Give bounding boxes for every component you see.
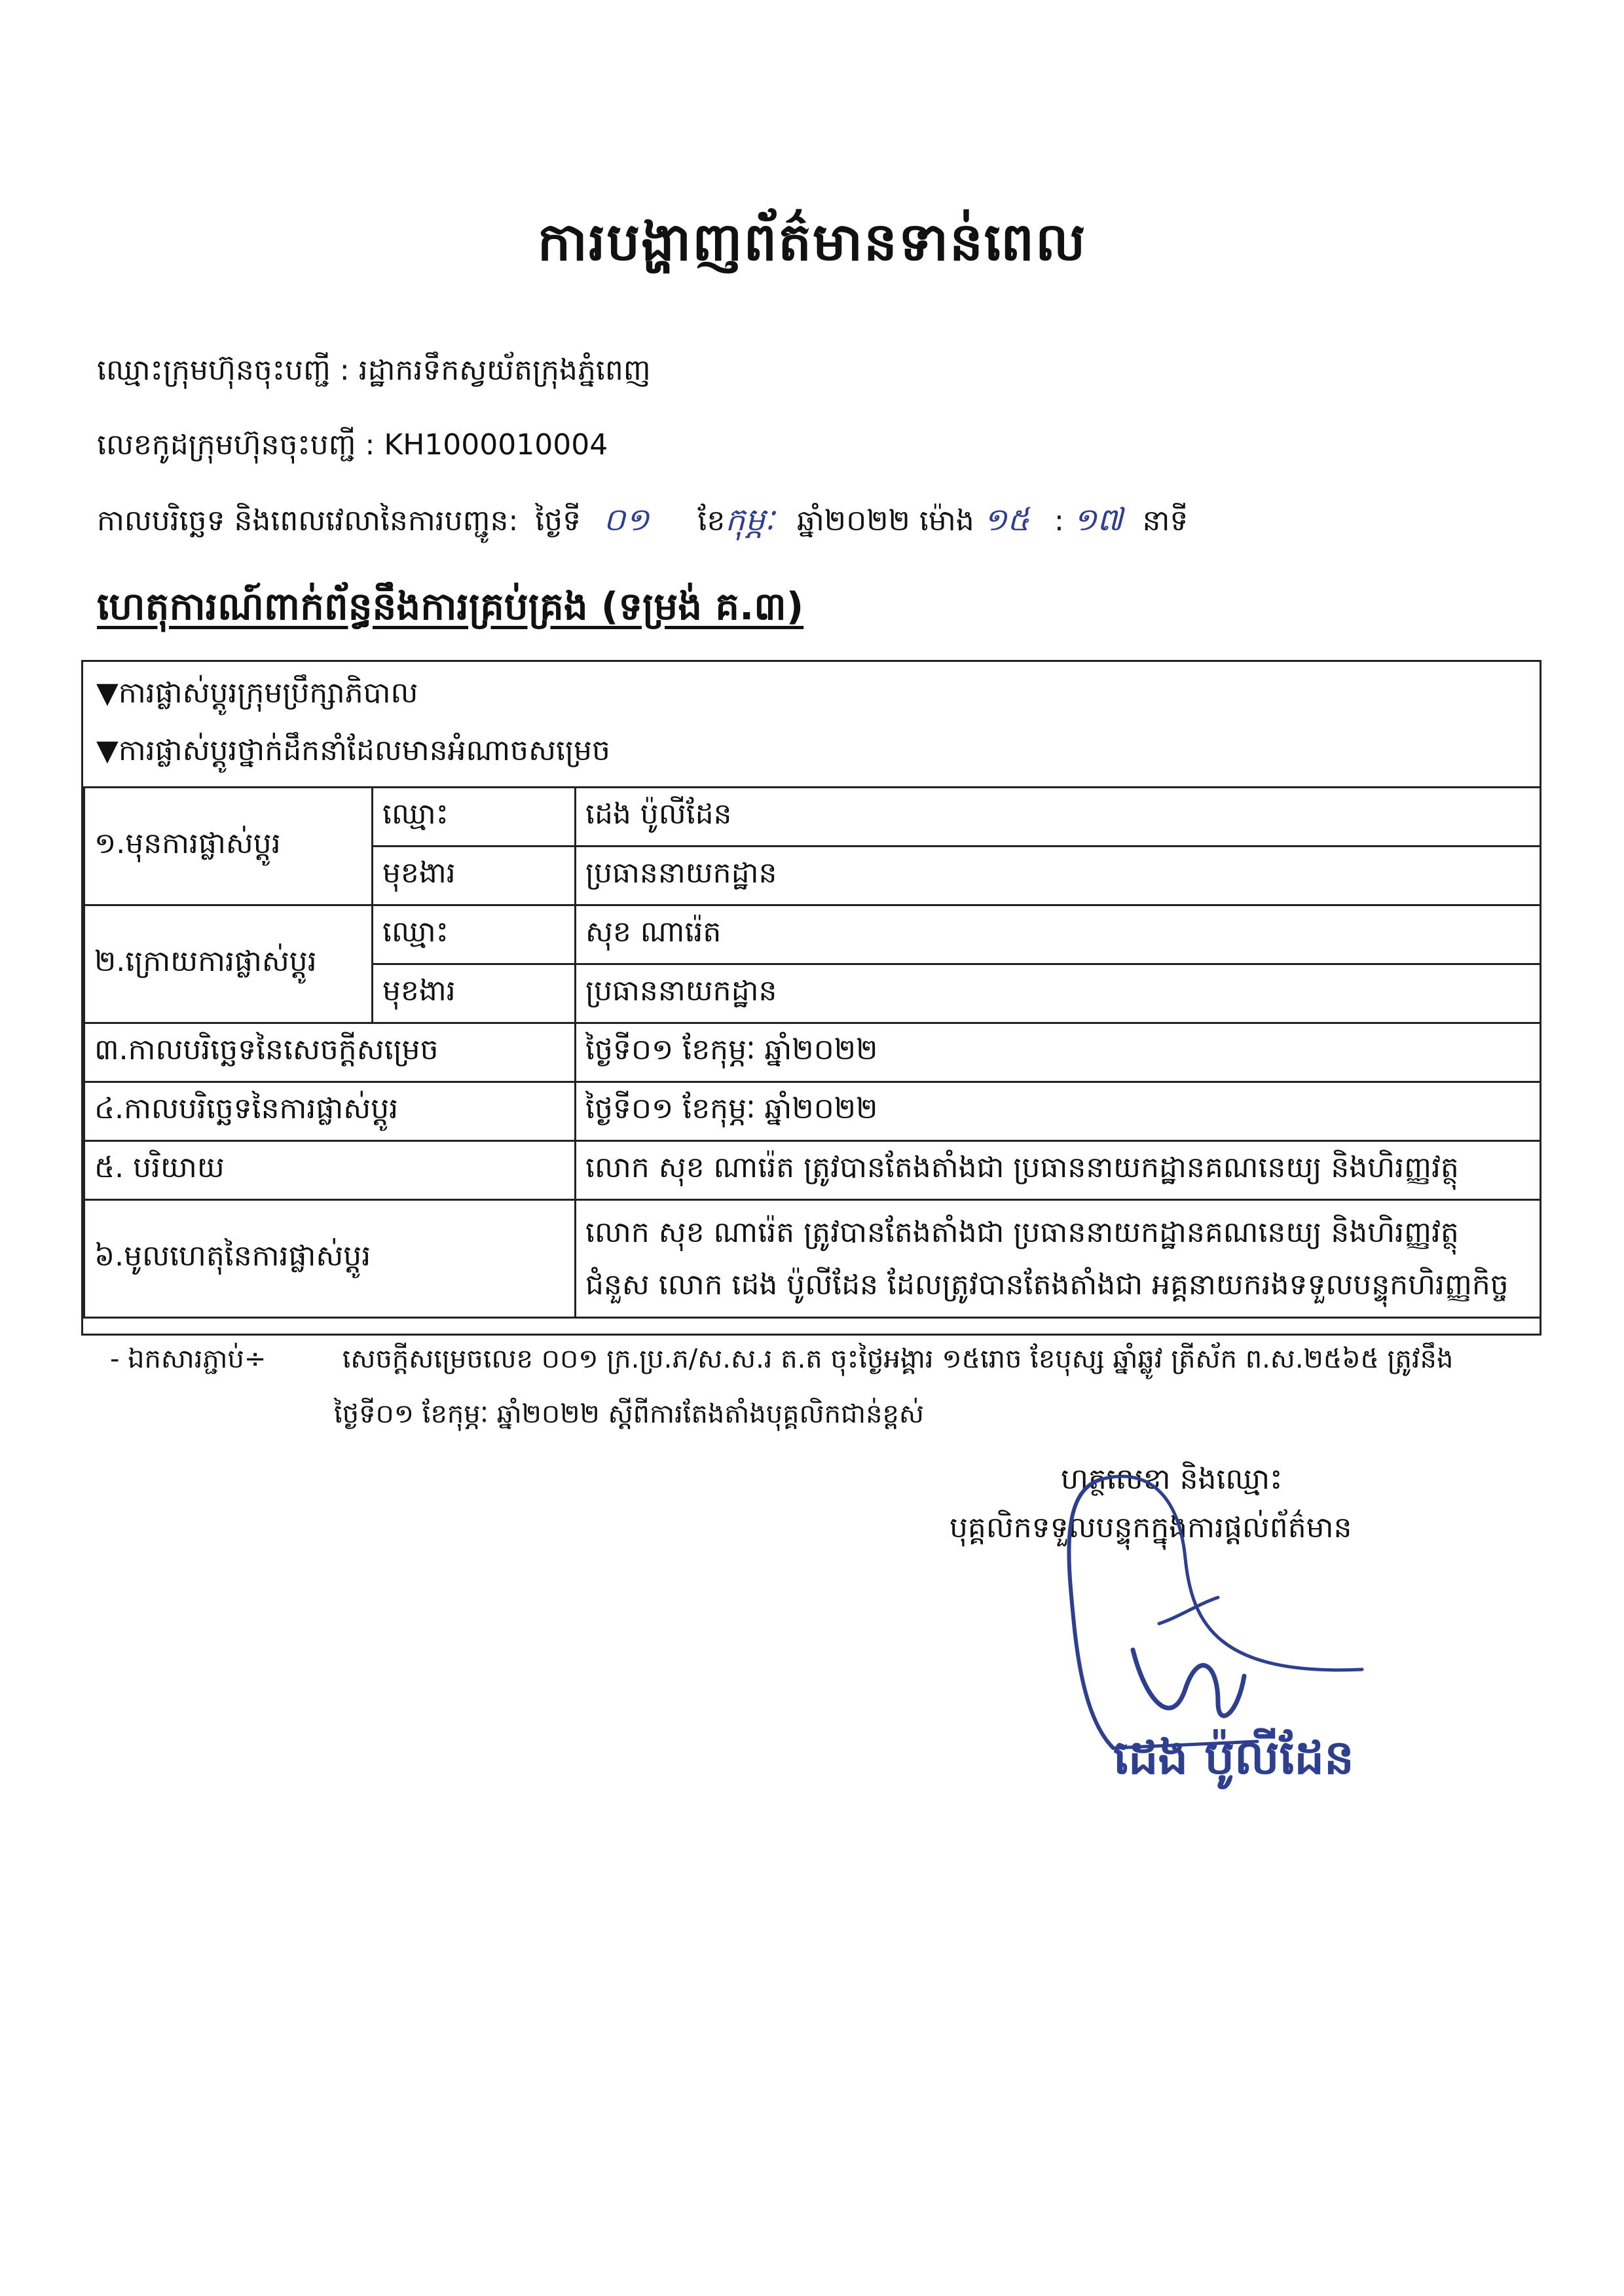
table-row <box>84 1023 1541 1082</box>
signature-title: ហត្ថលេខា និងឈ្មោះ <box>1061 1463 1283 1496</box>
submission-label: កាលបរិច្ឆេទ និងពេលវេលានៃការបញ្ជូន: <box>97 504 519 538</box>
company-name-label: ឈ្មោះក្រុមហ៊ុនចុះបញ្ជី : <box>97 354 350 387</box>
company-code-value: KH1000010004 <box>384 428 608 462</box>
decision-date-value: ថ្ងៃទី០១ ខែកុម្ភៈ ឆ្នាំ២០២២ <box>576 1023 1541 1082</box>
year-value: ឆ្នាំ២០២២ <box>796 504 910 538</box>
details-table <box>83 786 1541 1319</box>
submission-line <box>97 500 1188 546</box>
before-label: ១.មុនការផ្លាស់ប្តូរ <box>84 788 373 905</box>
bullet-board-change: ▼ការផ្លាស់ប្តូរក្រុមប្រឹក្សាភិបាល <box>96 676 418 710</box>
change-date-value: ថ្ងៃទី០១ ខែកុម្ភៈ ឆ្នាំ២០២២ <box>576 1082 1541 1141</box>
before-name-label: ឈ្មោះ <box>373 788 576 847</box>
description-value: លោក សុខ ណារ៉េត ត្រូវបានតែងតាំងជា ប្រធាននាយកដ្ឋានគណនេយ្យ និងហិរញ្ញវត្ថុ <box>576 1141 1541 1200</box>
company-code-label: លេខកូដក្រុមហ៊ុនចុះបញ្ជី : <box>97 428 375 462</box>
before-name-value: ដេង ប៉ូលីដែន <box>576 788 1541 847</box>
decision-date-label: ៣.កាលបរិច្ឆេទនៃសេចក្តីសម្រេច <box>84 1023 576 1082</box>
hour-label: ម៉ោង <box>919 504 974 538</box>
after-name-label: ឈ្មោះ <box>373 905 576 964</box>
day-label: ថ្ងៃទី <box>535 504 581 538</box>
after-position-label: មុខងារ <box>373 964 576 1023</box>
attachment-label: - ឯកសារភ្ជាប់÷ <box>110 1344 267 1374</box>
signature-role: បុគ្គលិកទទួលបន្ទុកក្នុងការផ្តល់ព័ត៌មាន <box>950 1511 1352 1544</box>
hour-value: ១៥ <box>983 501 1029 538</box>
reason-label: ៦.មូលហេតុនៃការផ្លាស់ប្តូរ <box>84 1200 576 1318</box>
before-position-value: ប្រធាននាយកដ្ឋាន <box>576 847 1541 905</box>
after-name-value: សុខ ណារ៉េត <box>576 905 1541 964</box>
table-row <box>84 1141 1541 1200</box>
table-row <box>84 788 1541 847</box>
month-value: កុម្ភៈ <box>725 501 775 538</box>
table-row <box>84 905 1541 964</box>
company-name-line <box>97 352 651 394</box>
minute-value: ១៧ <box>1073 501 1123 538</box>
reason-line-1: លោក សុខ ណារ៉េត ត្រូវបានតែងតាំងជា ប្រធាននាយកដ្ឋានគណនេយ្យ និងហិរញ្ញវត្ថុ <box>585 1215 1459 1249</box>
section-title: ហេតុការណ៍ពាក់ព័ន្ធនឹងការគ្រប់គ្រង (ទម្រង់ គ.៣) <box>97 584 804 629</box>
table-row <box>84 1200 1541 1318</box>
bullet-management-change: ▼ការផ្លាស់ប្តូរថ្នាក់ដឹកនាំដែលមានអំណាចសម្រេច <box>96 734 610 767</box>
description-label: ៥. បរិយាយ <box>84 1141 576 1200</box>
change-date-label: ៤.កាលបរិច្ឆេទនៃការផ្លាស់ប្តូរ <box>84 1082 576 1141</box>
attachment-text-1: សេចក្តីសម្រេចលេខ ០០១ ក្រ.ប្រ.ភ/ស.ស.រ ត.ត ចុះថ្ងៃអង្គារ ១៥រោច ខែបុស្ស ឆ្នាំឆ្លូវ ត្រីស័ក ព.ស.២៥៦៥ ត្រូវនឹង <box>342 1344 1454 1374</box>
reason-value <box>576 1200 1541 1318</box>
attachment-text-2: ថ្ងៃទី០១ ខែកុម្ភៈ ឆ្នាំ២០២២ ស្តីពីការតែងតាំងបុគ្គលិកជាន់ខ្ពស់ <box>334 1399 924 1429</box>
time-colon: : <box>1054 504 1064 538</box>
attachment-line-1 <box>110 1342 1453 1381</box>
company-code-line <box>97 427 608 469</box>
after-position-value: ប្រធាននាយកដ្ឋាន <box>576 964 1541 1023</box>
document-title: ការបង្ហាញព័ត៌មានទាន់ពេល <box>537 211 1087 272</box>
day-value: ០១ <box>603 501 650 538</box>
after-label: ២.ក្រោយការផ្លាស់ប្តូរ <box>84 905 373 1023</box>
details-box <box>81 660 1541 1336</box>
company-name-value: រដ្ឋាករទឹកស្វយ័តក្រុងភ្នំពេញ <box>358 354 651 387</box>
reason-line-2: ជំនួស លោក ដេង ប៉ូលីដែន ដែលត្រូវបានតែងតាំងជា អគ្គនាយករងទទួលបន្ទុកហិរញ្ញកិច្ច <box>585 1267 1509 1302</box>
minute-label: នាទី <box>1142 504 1189 538</box>
table-row <box>84 1082 1541 1141</box>
month-label: ខែ <box>697 504 726 538</box>
before-position-label: មុខងារ <box>373 847 576 905</box>
handwritten-name: ដេង ប៉ូលីដែន <box>1113 1729 1354 1785</box>
